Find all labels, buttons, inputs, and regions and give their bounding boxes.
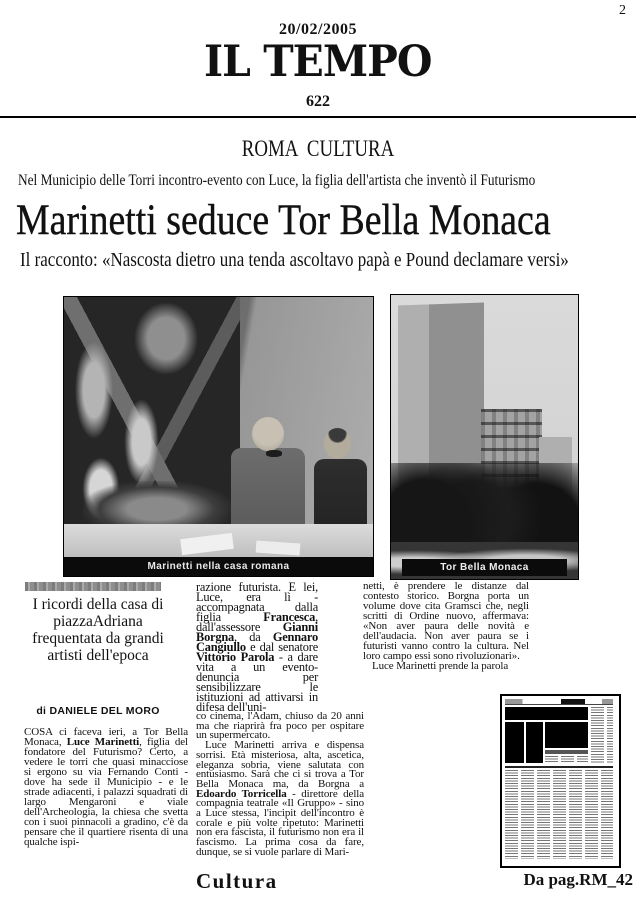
article-column-2-wide (196, 712, 364, 858)
subhead (20, 250, 636, 272)
photo-marinetti-caption: Marinetti nella casa romana (64, 557, 373, 576)
thumbnail-photo-block-right (545, 722, 588, 748)
article-column-2-narrow: razione futurista. E lei, Luce, era lì - accompagnata dalla figlia Francesca, dall'assessore Gianni Borgna, da Gennaro Cangiullo e dal senatore Vittorio Parola - a dare vita a un evento-denuncia per sensibilizzare le istituzioni ad attivarsi in difesa dell'uni- (196, 580, 318, 714)
thumbnail-text-column (591, 707, 613, 763)
photo-tower-caption: Tor Bella Monaca (402, 559, 567, 576)
thumbnail-photo-block-left-2 (526, 722, 543, 763)
companion-head (324, 428, 351, 459)
source-page-reference: Da pag.RM_42 (523, 870, 633, 889)
headline (16, 196, 624, 245)
kicker-text: Nel Municipio delle Torri incontro-evento con Luce, la figlia dell'artista che inventò il Futurismo (18, 172, 536, 189)
sidebar-body: COSA ci faceva ieri, a Tor Bella Monaca, Luce Marinetti, figlia del fondatore del Futurismo? Certo, a vedere le torri che quasi minacciose si ergono su via Fernando Conti - dove ha sede il Municipio - e le strade adiacenti, i palazzi squadrati di largo Mengaroni e viale dell'Archeologia, la chiesa che svetta con i suoi pinnacoli a gradino, c'è da pensare che il quartiere risenta di una qualche ispi- (24, 726, 188, 848)
thumbnail-photo-block-top (505, 707, 588, 720)
masthead-title: IL TEMPO (204, 37, 432, 87)
thumbnail-text-mid (545, 756, 588, 763)
thumbnail-masthead (505, 699, 613, 705)
thumbnail-text-body (505, 770, 613, 859)
article-paragraph: co cinema, l'Adam, chiuso da 20 anni ma che riaprirà fra poco per ospitare un supermercato. (196, 710, 364, 742)
article-column-3 (363, 581, 529, 671)
header-rule (0, 116, 636, 118)
article-paragraph: netti, è prendere le distanze dal contesto storico. Borgna porta un volume dove cita Gramsci che, negli scritti di Ordine nuovo, affermava: «Non aver paura delle novità e dell'audacia. Non aver paura se i futuristi vanno contro la cultura. Nel loro campo essi sono rivoluzionari». (363, 580, 529, 662)
headline-text: Marinetti seduce Tor Bella Monaca (16, 197, 551, 244)
kicker (18, 172, 619, 190)
masthead (0, 37, 636, 87)
section-label (0, 136, 636, 162)
sidebar-byline: di DANIELE DEL MORO (36, 705, 160, 717)
photo-tor-bella-monaca (390, 294, 579, 580)
article-paragraph: Luce Marinetti prende la parola (372, 660, 509, 672)
sidebar-title: I ricordi della casa di piazzaAdriana frequentata da grandi artisti dell'epoca (32, 596, 164, 664)
thumbnail-section-divider (505, 766, 613, 768)
page-number: 2 (619, 3, 626, 18)
article-paragraph: Luce Marinetti arriva e dispensa sorrisi. Età misteriosa, alta, ascetica, eleganza sobria, viene salutata con entusiasmo. Sarà che ci si trova a Tor Bella Monaca ma, da Borgna a Edoardo Torricella - direttore della compagnia teatrale «Il Gruppo» - sino a Luce stessa, l'incipit dell'incontro è corale e più volte ripetuto: Marinetti non era fascista, il futurismo non era il fascismo. La prima cosa da fare, dunque, se si vuole parlare di Mari- (196, 739, 365, 858)
section-footer: Cultura (196, 869, 278, 893)
issue-date: 20/02/2005 (279, 21, 357, 38)
edition-number: 622 (306, 93, 330, 110)
sidebar-highlight-bar (25, 582, 161, 591)
source-page-thumbnail (500, 694, 621, 868)
section-label-text: ROMA CULTURA (241, 136, 395, 161)
thumbnail-headline-bar (545, 750, 588, 754)
subhead-text: Il racconto: «Nascosta dietro una tenda ascoltavo papà e Pound declamare versi» (20, 250, 569, 271)
photo-marinetti (63, 296, 374, 577)
thumbnail-photo-block-left (505, 722, 524, 763)
